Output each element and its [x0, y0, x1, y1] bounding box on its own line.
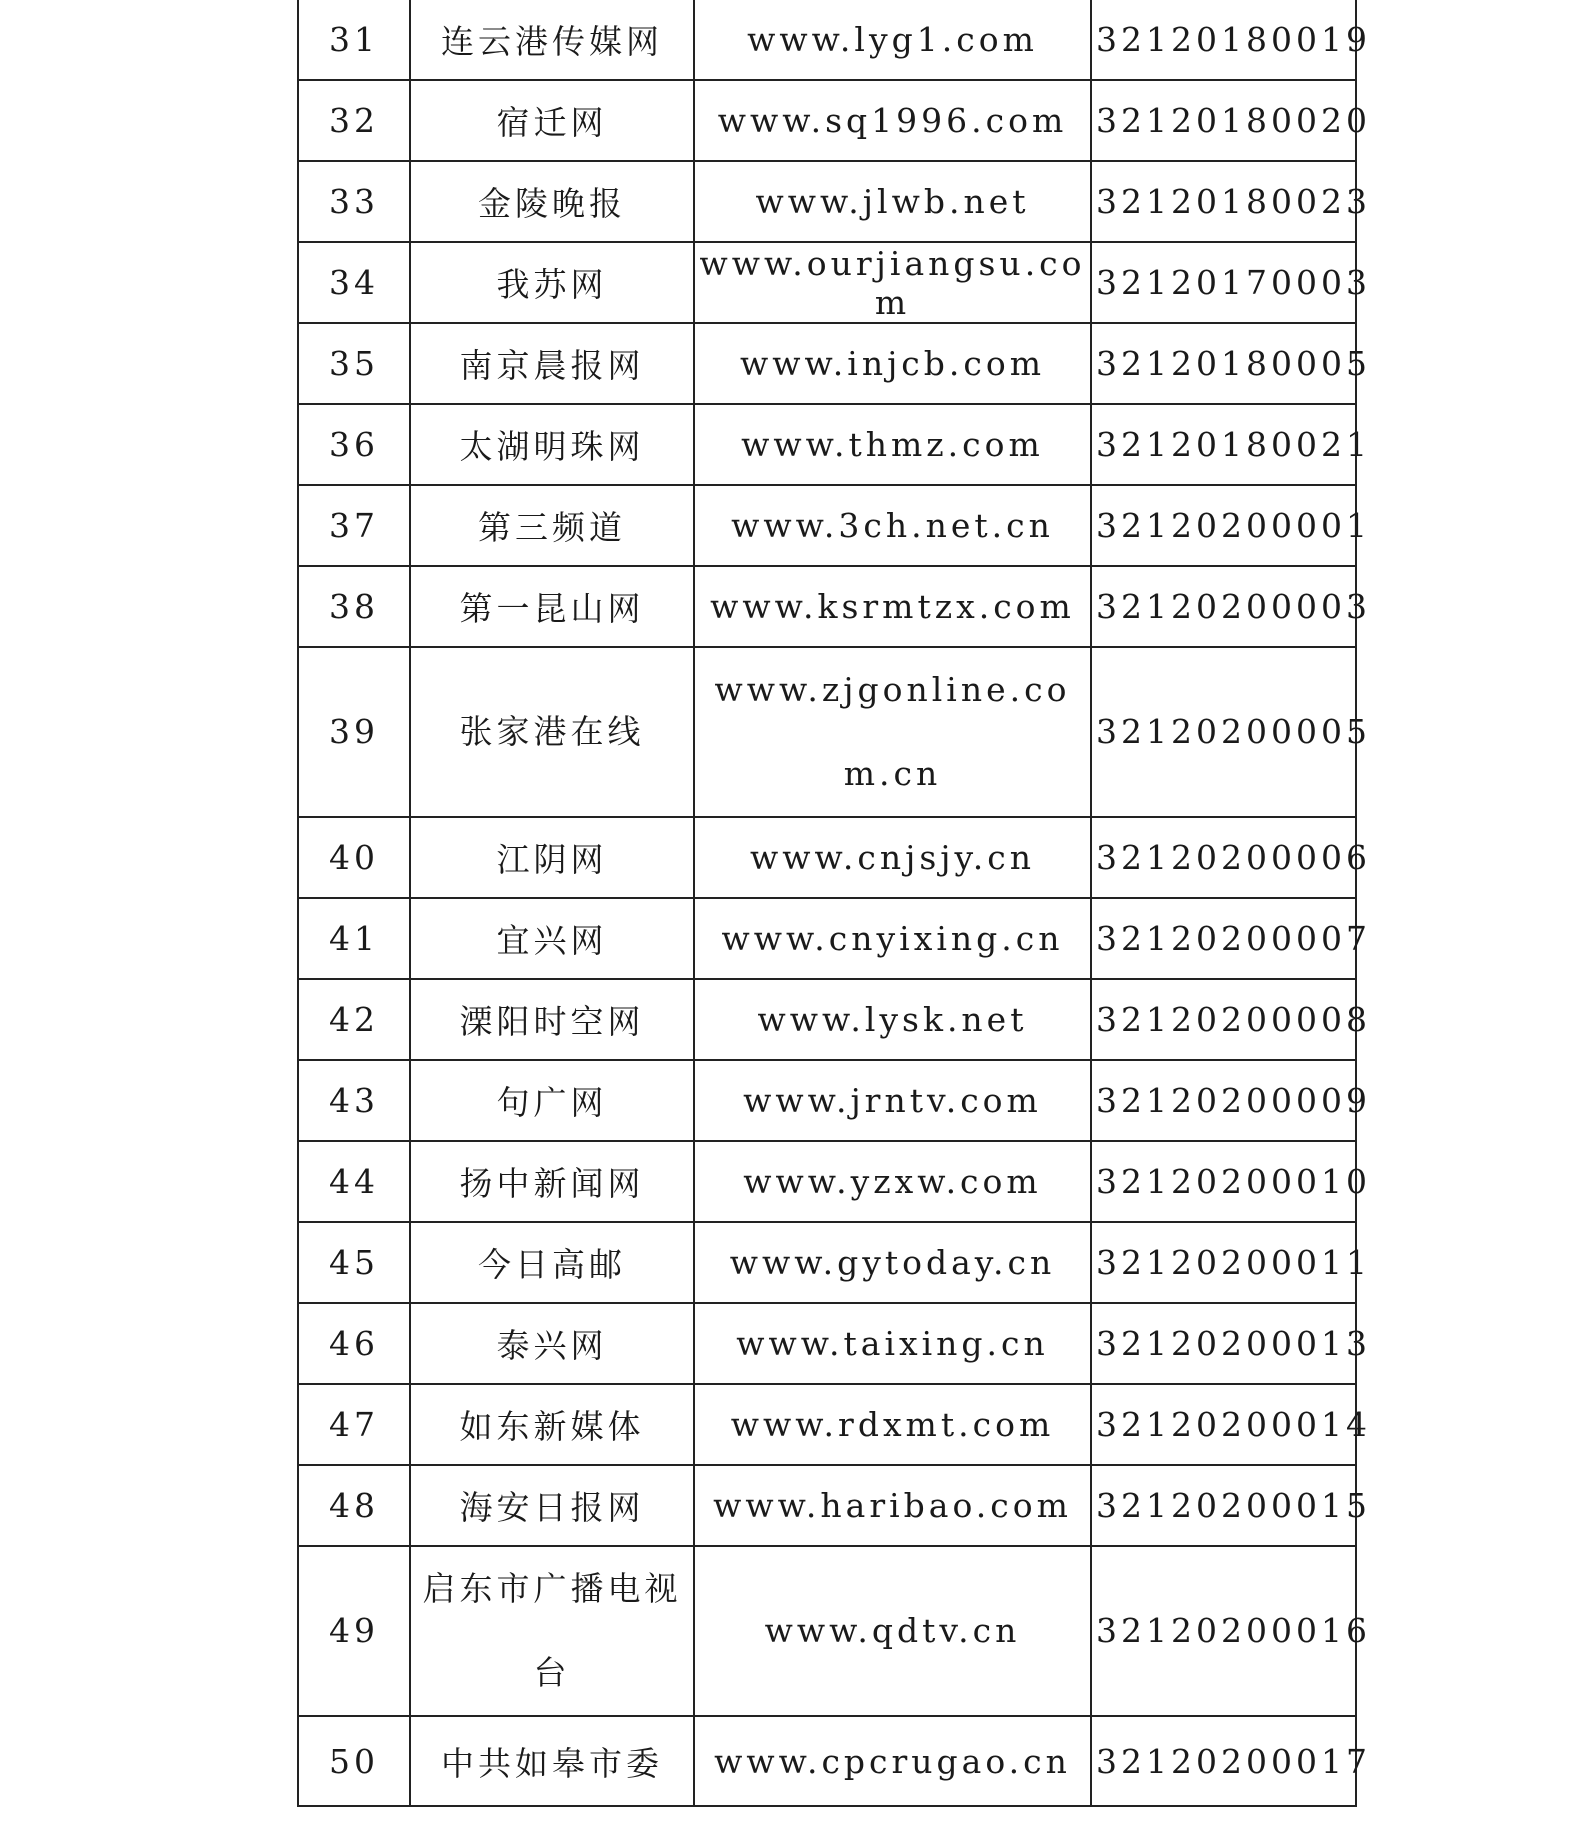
site-name: 宜兴网	[410, 898, 694, 979]
license-number: 32120200008	[1091, 979, 1356, 1060]
row-number: 31	[298, 0, 410, 80]
site-name: 泰兴网	[410, 1303, 694, 1384]
site-url: www.taixing.cn	[694, 1303, 1091, 1384]
license-number: 32120200003	[1091, 566, 1356, 647]
row-number: 41	[298, 898, 410, 979]
license-number: 32120200013	[1091, 1303, 1356, 1384]
site-url: www.sq1996.com	[694, 80, 1091, 161]
site-name: 中共如皋市委	[410, 1716, 694, 1806]
row-number: 33	[298, 161, 410, 242]
site-url: www.qdtv.cn	[694, 1546, 1091, 1716]
license-number: 32120200014	[1091, 1384, 1356, 1465]
table-row	[298, 1303, 1356, 1384]
license-number: 32120200005	[1091, 647, 1356, 817]
site-name: 今日高邮	[410, 1222, 694, 1303]
site-name: 金陵晚报	[410, 161, 694, 242]
site-name: 第一昆山网	[410, 566, 694, 647]
table-row	[298, 817, 1356, 898]
row-number: 48	[298, 1465, 410, 1546]
row-number: 40	[298, 817, 410, 898]
table-row	[298, 1716, 1356, 1806]
table-row	[298, 161, 1356, 242]
row-number: 36	[298, 404, 410, 485]
license-number: 32120200001	[1091, 485, 1356, 566]
row-number: 46	[298, 1303, 410, 1384]
row-number: 49	[298, 1546, 410, 1716]
table-row	[298, 1546, 1356, 1716]
site-name: 连云港传媒网	[410, 0, 694, 80]
license-number: 32120180005	[1091, 323, 1356, 404]
table-row	[298, 1465, 1356, 1546]
table-row	[298, 80, 1356, 161]
row-number: 42	[298, 979, 410, 1060]
site-url: www.lysk.net	[694, 979, 1091, 1060]
table-row	[298, 979, 1356, 1060]
site-url: www.ksrmtzx.com	[694, 566, 1091, 647]
table-row	[298, 647, 1356, 817]
site-name: 太湖明珠网	[410, 404, 694, 485]
row-number: 37	[298, 485, 410, 566]
row-number: 34	[298, 242, 410, 323]
row-number: 47	[298, 1384, 410, 1465]
license-number: 32120200009	[1091, 1060, 1356, 1141]
table-row	[298, 0, 1356, 80]
site-url: www.cpcrugao.cn	[694, 1716, 1091, 1806]
site-name: 扬中新闻网	[410, 1141, 694, 1222]
license-number: 32120200015	[1091, 1465, 1356, 1546]
license-number: 32120200017	[1091, 1716, 1356, 1806]
site-url: www.yzxw.com	[694, 1141, 1091, 1222]
site-name: 南京晨报网	[410, 323, 694, 404]
license-number: 32120200016	[1091, 1546, 1356, 1716]
license-number: 32120200010	[1091, 1141, 1356, 1222]
site-url: www.lyg1.com	[694, 0, 1091, 80]
license-number: 32120200007	[1091, 898, 1356, 979]
license-number: 32120180021	[1091, 404, 1356, 485]
row-number: 45	[298, 1222, 410, 1303]
site-url: www.cnyixing.cn	[694, 898, 1091, 979]
site-name: 宿迁网	[410, 80, 694, 161]
row-number: 32	[298, 80, 410, 161]
row-number: 39	[298, 647, 410, 817]
site-name: 启东市广播电视台	[410, 1546, 694, 1716]
site-url: www.ourjiangsu.com	[694, 242, 1091, 323]
table-row	[298, 898, 1356, 979]
license-number: 32120180019	[1091, 0, 1356, 80]
site-name: 如东新媒体	[410, 1384, 694, 1465]
table-row	[298, 1060, 1356, 1141]
license-number: 32120170003	[1091, 242, 1356, 323]
row-number: 38	[298, 566, 410, 647]
site-name: 海安日报网	[410, 1465, 694, 1546]
site-name: 我苏网	[410, 242, 694, 323]
table-row	[298, 1222, 1356, 1303]
registry-table	[297, 0, 1371, 1807]
site-url: www.rdxmt.com	[694, 1384, 1091, 1465]
row-number: 44	[298, 1141, 410, 1222]
row-number: 43	[298, 1060, 410, 1141]
table-row	[298, 485, 1356, 566]
site-url: www.gytoday.cn	[694, 1222, 1091, 1303]
license-number: 32120200006	[1091, 817, 1356, 898]
table-row	[298, 323, 1356, 404]
site-url: www.jlwb.net	[694, 161, 1091, 242]
site-name: 句广网	[410, 1060, 694, 1141]
site-name: 第三频道	[410, 485, 694, 566]
site-url: www.jrntv.com	[694, 1060, 1091, 1141]
license-number: 32120180020	[1091, 80, 1356, 161]
license-number: 32120180023	[1091, 161, 1356, 242]
site-name: 江阴网	[410, 817, 694, 898]
table-row	[298, 1141, 1356, 1222]
site-name: 张家港在线	[410, 647, 694, 817]
table-row	[298, 404, 1356, 485]
site-url: www.zjgonline.com.cn	[694, 647, 1091, 817]
site-url: www.3ch.net.cn	[694, 485, 1091, 566]
row-number: 50	[298, 1716, 410, 1806]
site-url: www.cnjsjy.cn	[694, 817, 1091, 898]
site-url: www.injcb.com	[694, 323, 1091, 404]
site-name: 溧阳时空网	[410, 979, 694, 1060]
license-number: 32120200011	[1091, 1222, 1356, 1303]
row-number: 35	[298, 323, 410, 404]
site-url: www.thmz.com	[694, 404, 1091, 485]
table-row	[298, 566, 1356, 647]
table-row	[298, 242, 1356, 323]
table-row	[298, 1384, 1356, 1465]
site-url: www.haribao.com	[694, 1465, 1091, 1546]
